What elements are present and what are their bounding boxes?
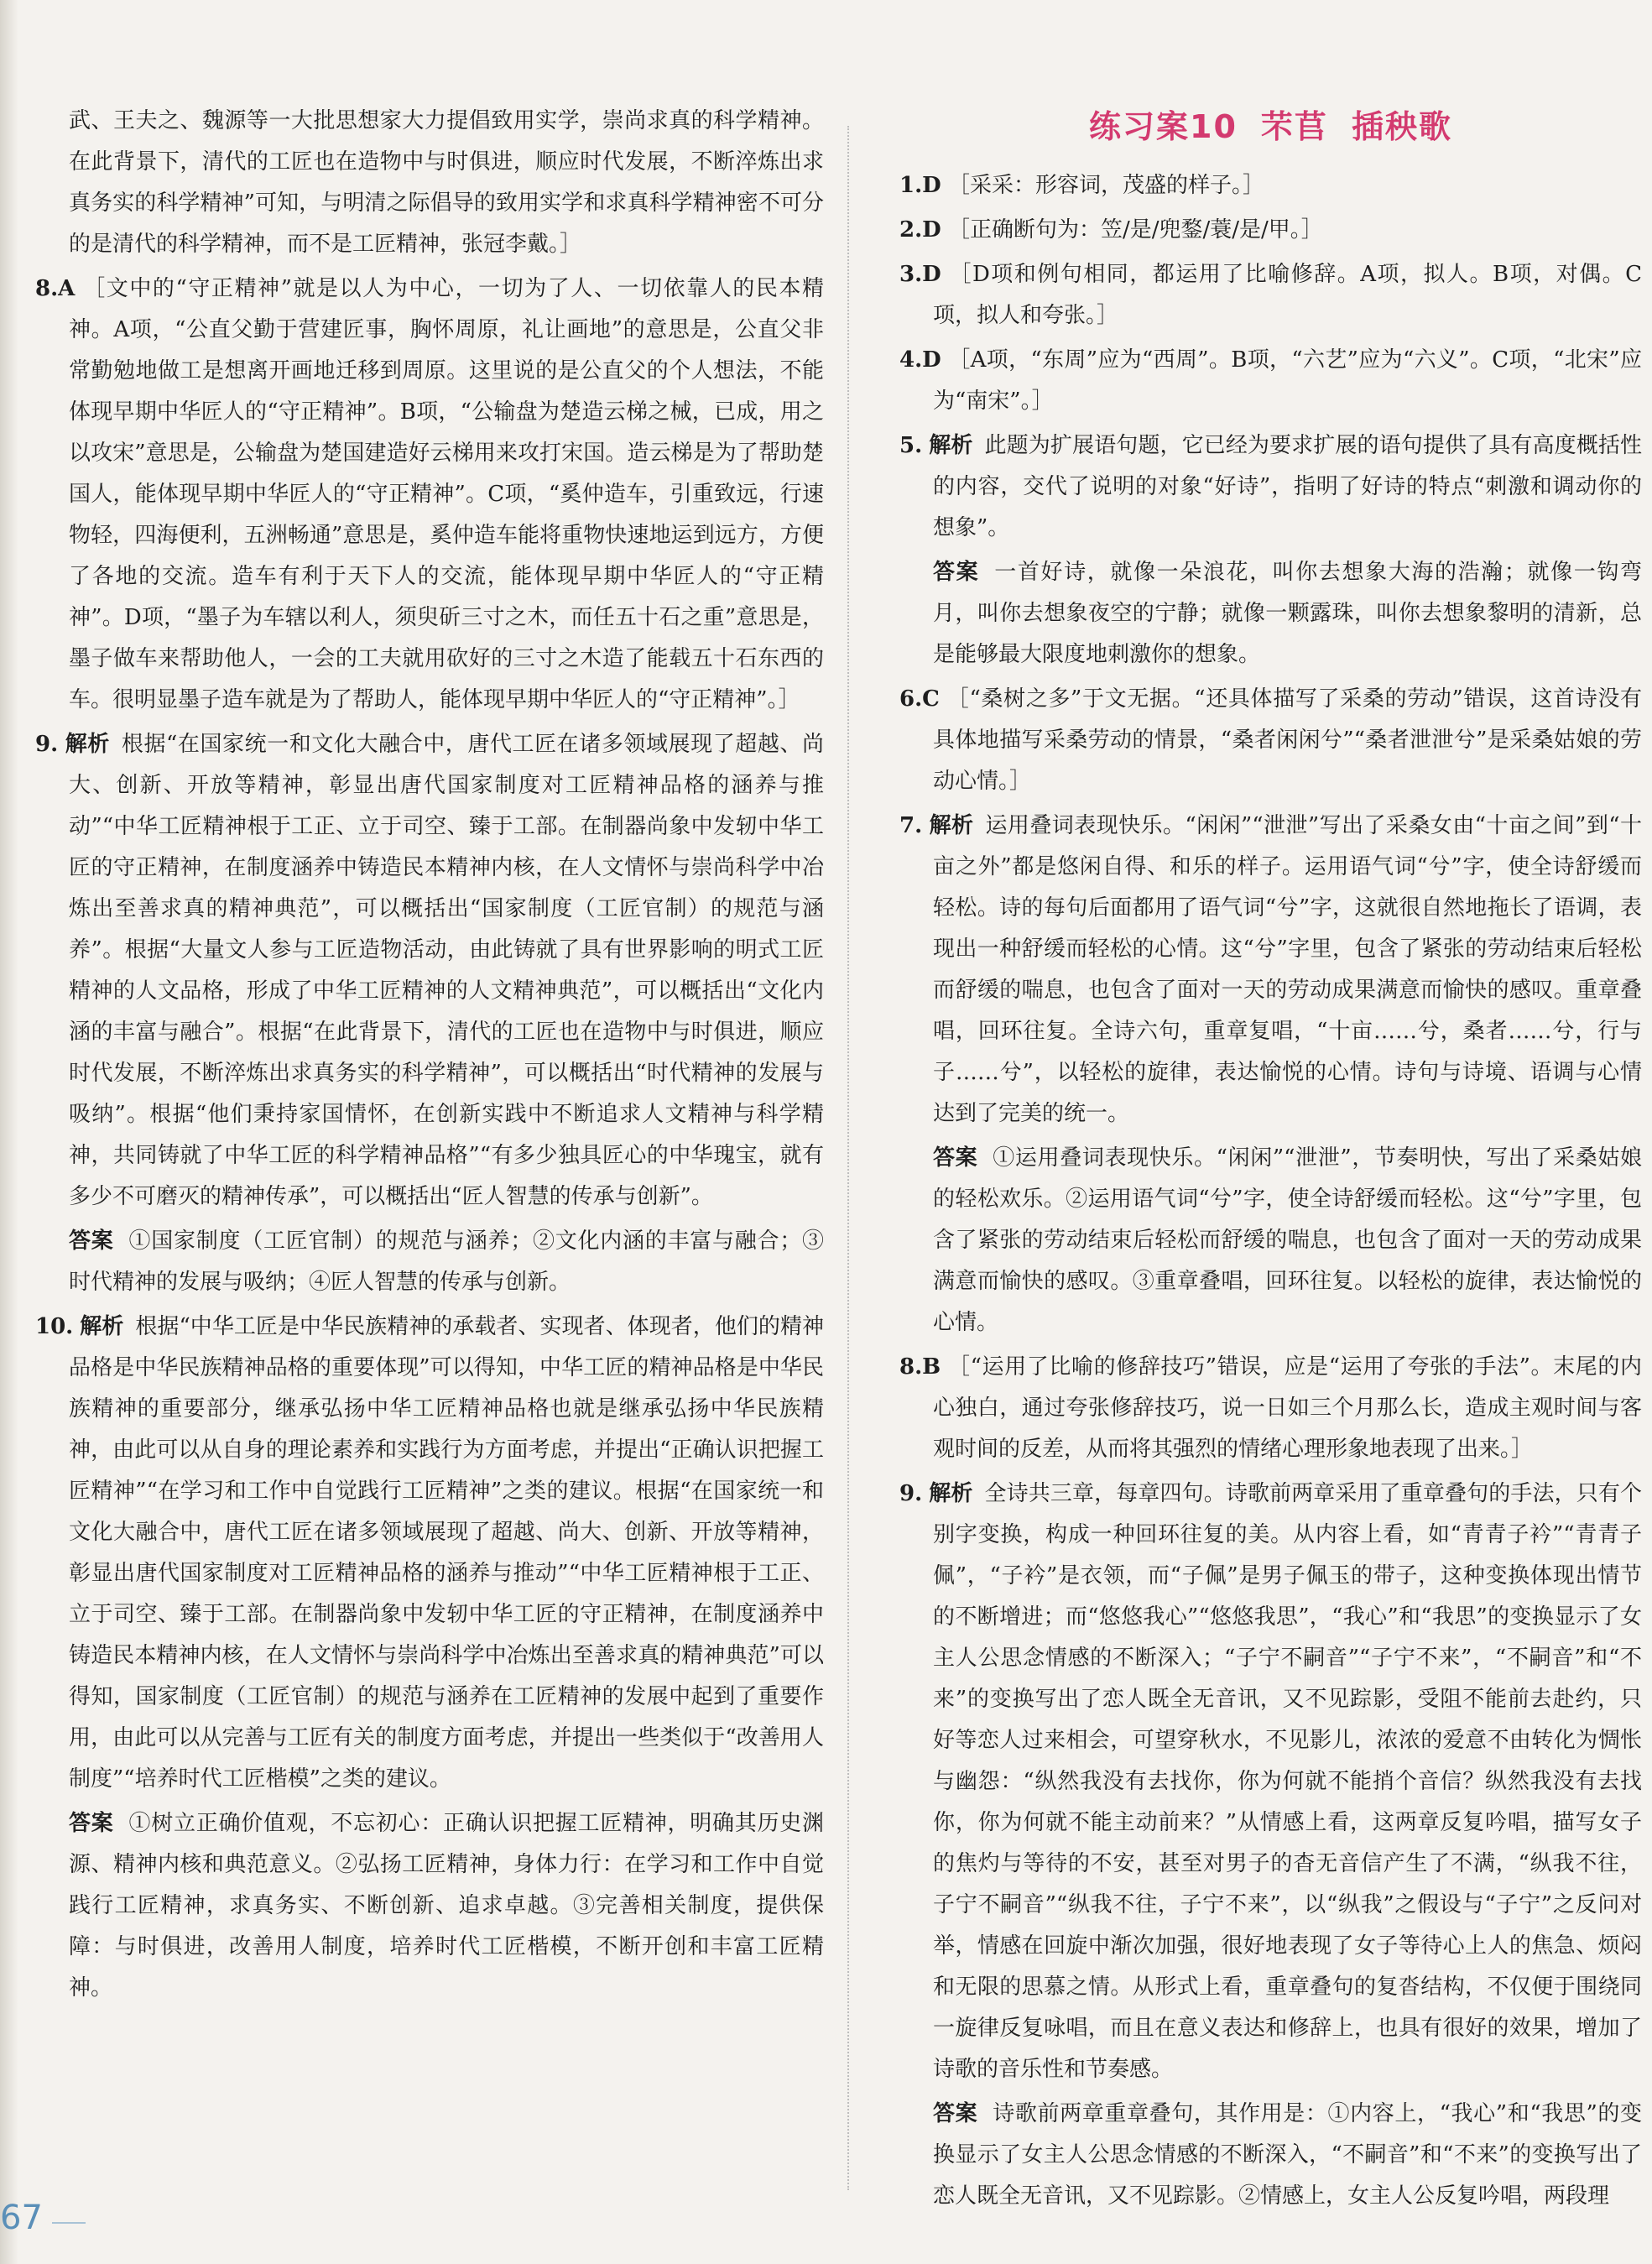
page-number: 67 [0, 2199, 43, 2237]
right-item-3: 3.D ［D项和例句相同，都运用了比喻修辞。A项，拟人。B项，对偶。C项，拟人和夸张。］ [899, 262, 1643, 328]
left-item-9-answer: 答案 ①国家制度（工匠官制）的规范与涵养；②文化内涵的丰富与融合；③时代精神的发展与吸纳；④匠人智慧的传承与创新。 [69, 1229, 824, 1295]
page-number-rule [52, 2222, 86, 2224]
right-item-9: 9. 解析 全诗共三章，每章四句。诗歌前两章采用了重章叠句的手法，只有个别字变换，构成一种回环往复的美。从内容上看，如“青青子衿”“青青子佩”，“子衿”是衣领，而“子佩”是男子佩玉的带子，这种变换体现出情节的不断增进；而“悠悠我心”“悠悠我思”，“我心”和“我思”的变换显示了女主人公思念情感的不断深入；“子宁不嗣音”“子宁不来”，“不嗣音”和“不来”的变换写出了恋人既全无音讯，又不见踪影，受阻不能前去赴约，只好等恋人过来相会，可望穿秋水，不见影儿，浓浓的爱意不由转化为惆怅与幽怨：“纵然我没有去找你，你为何就不能捎个音信？纵然我没有去找你，你为何就不能主动前来？”从情感上看，这两章反复吟唱，描写女子的焦灼与等待的不安，甚至对男子的杳无音信产生了不满，“纵我不往，子宁不嗣音”“纵我不往，子宁不来”，以“纵我”之假设与“子宁”之反问对举，情感在回旋中渐次加强，很好地表现了女子等待心上人的焦急、烦闷和无限的思慕之情。从形式上看，重章叠句的复沓结构，不仅便于围绕同一旋律反复咏唱，而且在意义表达和修辞上，也具有很好的效果，增加了诗歌的音乐性和节奏感。 [899, 1481, 1642, 2082]
analysis-label: 解析 [80, 1314, 124, 1339]
left-column [35, 101, 824, 2012]
right-item-2: 2.D ［正确断句为：笠/是/兜鍪/蓑/是/甲。］ [899, 217, 1323, 243]
left-item-9: 9. 解析 根据“在国家统一和文化大融合中，唐代工匠在诸多领域展现了超越、尚大、创新、开放等精神，彰显出唐代国家制度对工匠精神品格的涵养与推动”“中华工匠精神根于工正、立于司空、臻于工部。在制器尚象中发轫中华工匠的守正精神，在制度涵养中铸造民本精神内核，在人文情怀与崇尚科学中冶炼出至善求真的精神典范”，可以概括出“国家制度（工匠官制）的规范与涵养”。根据“大量文人参与工匠造物活动，由此铸就了具有世界影响的明式工匠精神的人文品格，形成了中华工匠精神的人文精神典范”，可以概括出“文化内涵的丰富与融合”。根据“在此背景下，清代的工匠也在造物中与时俱进，顺应时代发展，不断淬炼出求真务实的科学精神”，可以概括出“时代精神的发展与吸纳”。根据“他们秉持家国情怀，在创新实践中不断追求人文精神与科学精神，共同铸就了中华工匠的科学精神品格”“有多少独具匠心的中华瑰宝，就有多少不可磨灭的精神传承”，可以概括出“匠人智慧的传承与创新”。 [35, 732, 824, 1209]
right-item-5-answer: 答案 一首好诗，就像一朵浪花，叫你去想象大海的浩瀚；就像一钩弯月，叫你去想象夜空的宁静；就像一颗露珠，叫你去想象黎明的清新，总是能够最大限度地刺激你的想象。 [933, 560, 1642, 667]
section-title: 练习案10 芣苢 插秧歌 [1089, 108, 1452, 145]
right-item-1: 1.D ［采采：形容词，茂盛的样子。］ [899, 173, 1264, 198]
analysis-label: 解析 [929, 813, 974, 838]
right-item-7-answer: 答案 ①运用叠词表现快乐。“闲闲”“泄泄”，节奏明快，写出了采桑姑娘的轻松欢乐。②运用语气词“兮”字，使全诗舒缓而轻松。这“兮”字里，包含了紧张的劳动结束后轻松而舒缓的喘息，也包含了面对一天的劳动成果满意而愉快的感叹。③重章叠唱，回环往复。以轻松的旋律，表达愉悦的心情。 [933, 1145, 1642, 1335]
right-item-5: 5. 解析 此题为扩展语句题，它已经为要求扩展的语句提供了具有高度概括性的内容，交代了说明的对象“好诗”，指明了好诗的特点“刺激和调动你的想象”。 [899, 433, 1642, 540]
analysis-label: 解析 [929, 433, 973, 458]
answer-label: 答案 [933, 560, 980, 585]
left-item-8: 8.A ［文中的“守正精神”就是以人为中心，一切为了人、一切依靠人的民本精神。A项，“公直父勤于营建匠事，胸怀周原，礼让画地”的意思是，公直父非常勤勉地做工是想离开画地迁移到周原。这里说的是公直父的个人想法，不能体现早期中华匠人的“守正精神”。B项，“公输盘为楚造云梯之械，已成，用之以攻宋”意思是，公输盘为楚国建造好云梯用来攻打宋国。造云梯是为了帮助楚国人，能体现早期中华匠人的“守正精神”。C项，“奚仲造车，引重致远，行速物轻，四海便利，五洲畅通”意思是，奚仲造车能将重物快速地运到远方，方便了各地的交流。造车有利于天下人的交流，能体现早期中华匠人的“守正精神”。D项，“墨子为车辖以利人，须臾斫三寸之木，而任五十石之重”意思是，墨子做车来帮助他人，一会的工夫就用砍好的三寸之木造了能载五十石东西的车。很明显墨子造车就是为了帮助人，能体现早期中华匠人的“守正精神”。］ [35, 276, 824, 712]
answer-label: 答案 [933, 1145, 978, 1171]
right-item-4: 4.D ［A项，“东周”应为“西周”。B项，“六艺”应为“六义”。C项，“北宋”应为“南宋”。］ [899, 347, 1643, 414]
left-item-10: 10. 解析 根据“中华工匠是中华民族精神的承载者、实现者、体现者，他们的精神品格是中华民族精神品格的重要体现”可以得知，中华工匠的精神品格是中华民族精神的重要部分，继承弘扬中华工匠精神品格也就是继承弘扬中华民族精神，由此可以从自身的理论素养和实践行为方面考虑，并提出“正确认识把握工匠精神”“在学习和工作中自觉践行工匠精神”之类的建议。根据“在国家统一和文化大融合中，唐代工匠在诸多领域展现了超越、尚大、创新、开放等精神，彰显出唐代国家制度对工匠精神品格的涵养与推动”“中华工匠精神根于工正、立于司空、臻于工部。在制器尚象中发轫中华工匠的守正精神，在制度涵养中铸造民本精神内核，在人文情怀与崇尚科学中冶炼出至善求真的精神典范”可以得知，国家制度（工匠官制）的规范与涵养在工匠精神的发展中起到了重要作用，由此可以从完善与工匠有关的制度方面考虑，并提出一些类似于“改善用人制度”“培养时代工匠楷模”之类的建议。 [35, 1314, 824, 1792]
analysis-label: 解析 [929, 1481, 973, 1506]
answer-label: 答案 [69, 1811, 114, 1836]
left-continuation: 武、王夫之、魏源等一大批思想家大力提倡致用实学，崇尚求真的科学精神。在此背景下，清代的工匠也在造物中与时俱进，顺应时代发展，不断淬炼出求真务实的科学精神”可知，与明清之际倡导的致用实学和求真科学精神密不可分的是清代的科学精神，而不是工匠精神，张冠李戴。］ [69, 108, 824, 257]
right-item-6: 6.C ［“桑树之多”于文无据。“还具体描写了采桑的劳动”错误，这首诗没有具体地描写采桑劳动的情景，“桑者闲闲兮”“桑者泄泄兮”是采桑姑娘的劳动心情。］ [899, 686, 1643, 794]
answer-label: 答案 [69, 1229, 114, 1254]
page-binding-shadow [0, 0, 18, 2264]
answer-label: 答案 [933, 2101, 978, 2126]
right-item-8: 8.B ［“运用了比喻的修辞技巧”错误，应是“运用了夸张的手法”。末尾的内心独白，通过夸张修辞技巧，说一日如三个月那么长，造成主观时间与客观时间的反差，从而将其强烈的情绪心理形象地表现了出来。］ [899, 1354, 1643, 1462]
right-item-7: 7. 解析 运用叠词表现快乐。“闲闲”“泄泄”写出了采桑女由“十亩之间”到“十亩之外”都是悠闲自得、和乐的样子。运用语气词“兮”字，使全诗舒缓而轻松。诗的每句后面都用了语气词“兮”字，这就很自然地拖长了语调，表现出一种舒缓而轻松的心情。这“兮”字里，包含了紧张的劳动结束后轻松而舒缓的喘息，也包含了面对一天的劳动成果满意而愉快的感叹。重章叠唱，回环往复。全诗六句，重章复唱，“十亩……兮，桑者……兮，行与子……兮”，以轻松的旋律，表达愉悦的心情。诗句与诗境、语调与心情达到了完美的统一。 [899, 813, 1642, 1126]
column-divider [847, 126, 849, 2190]
left-item-10-answer: 答案 ①树立正确价值观，不忘初心：正确认识把握工匠精神，明确其历史渊源、精神内核和典范意义。②弘扬工匠精神，身体力行：在学习和工作中自觉践行工匠精神，求真务实、不断创新、追求卓越。③完善相关制度，提供保障：与时俱进，改善用人制度，培养时代工匠楷模，不断开创和丰富工匠精神。 [69, 1811, 824, 2001]
right-column [899, 101, 1642, 2220]
right-item-9-answer: 答案 诗歌前两章重章叠句，其作用是：①内容上，“我心”和“我思”的变换显示了女主人公思念情感的不断深入，“不嗣音”和“不来”的变换写出了恋人既全无音讯，又不见踪影。②情感上，女主人公反复吟唱，两段理 [933, 2101, 1642, 2209]
analysis-label: 解析 [65, 732, 110, 757]
